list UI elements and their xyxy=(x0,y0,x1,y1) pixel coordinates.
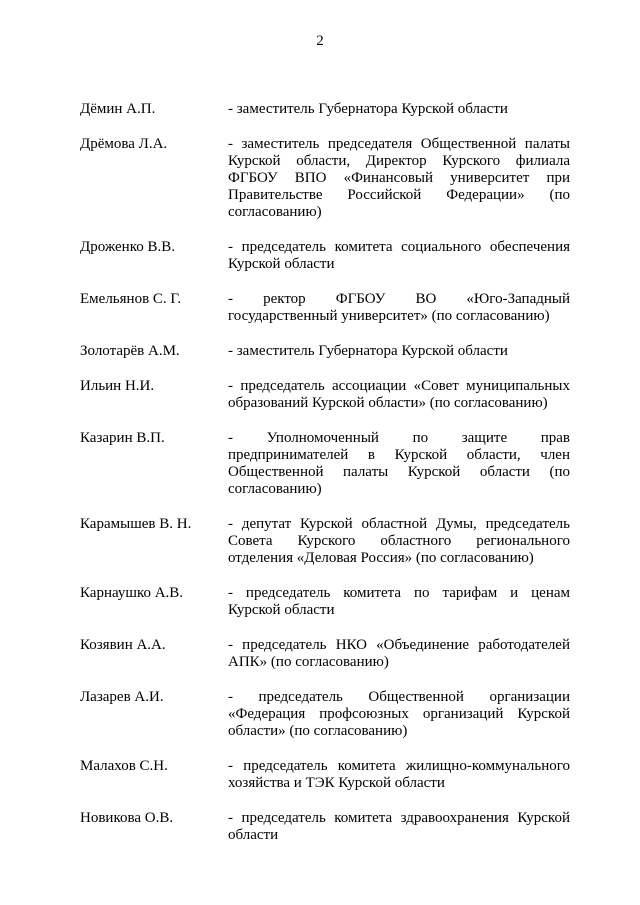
member-name: Дёмин А.П. xyxy=(80,101,156,117)
list-item xyxy=(0,516,640,567)
member-name: Ильин Н.И. xyxy=(80,378,155,394)
list-item xyxy=(0,689,640,740)
member-name: Дроженко В.В. xyxy=(80,239,175,255)
list-item xyxy=(0,101,640,118)
list-item xyxy=(0,378,640,412)
list-item xyxy=(0,585,640,619)
member-role: - депутат Курской областной Думы, председатель Совета Курского областного регионального отделения «Деловая Россия» (по согласованию) xyxy=(228,516,570,566)
member-name: Карамышев В. Н. xyxy=(80,516,192,532)
member-name: Новикова О.В. xyxy=(80,810,174,826)
member-role: - председатель ассоциации «Совет муниципальных образований Курской области» (по согласованию) xyxy=(228,378,570,411)
member-name: Дрёмова Л.А. xyxy=(80,136,168,152)
member-name: Карнаушко А.В. xyxy=(80,585,184,601)
member-name: Малахов С.Н. xyxy=(80,758,168,774)
list-item xyxy=(0,758,640,792)
member-name: Лазарев А.И. xyxy=(80,689,164,705)
list-item xyxy=(0,343,640,360)
page-number: 2 xyxy=(316,33,324,49)
member-role: - председатель комитета жилищно-коммунального хозяйства и ТЭК Курской области xyxy=(228,758,570,791)
member-role: - председатель НКО «Объединение работодателей АПК» (по согласованию) xyxy=(228,637,570,670)
list-item xyxy=(0,810,640,844)
list-item xyxy=(0,136,640,221)
list-item xyxy=(0,637,640,671)
member-role: - председатель Общественной организации «Федерация профсоюзных организаций Курской области» (по согласованию) xyxy=(228,689,570,739)
member-role: - заместитель председателя Общественной палаты Курской области, Директор Курского филиала ФГБОУ ВПО «Финансовый университет при Правительстве Российской Федерации» (по согласованию) xyxy=(228,136,570,220)
member-role: - председатель комитета социального обеспечения Курской области xyxy=(228,239,570,272)
list-item xyxy=(0,430,640,498)
list-item xyxy=(0,291,640,325)
member-role: - заместитель Губернатора Курской области xyxy=(228,343,508,359)
member-name: Емельянов С. Г. xyxy=(80,291,182,307)
member-role: - председатель комитета здравоохранения Курской области xyxy=(228,810,570,843)
member-role: - заместитель Губернатора Курской области xyxy=(228,101,508,117)
list-item xyxy=(0,239,640,273)
member-name: Золотарёв А.М. xyxy=(80,343,180,359)
member-name: Козявин А.А. xyxy=(80,637,166,653)
member-name: Казарин В.П. xyxy=(80,430,165,446)
members-list xyxy=(0,101,640,862)
member-role: - ректор ФГБОУ ВО «Юго-Западный государственный университет» (по согласованию) xyxy=(228,291,570,324)
member-role: - Уполномоченный по защите прав предпринимателей в Курской области, член Общественной палаты Курской области (по согласованию) xyxy=(228,430,570,497)
member-role: - председатель комитета по тарифам и ценам Курской области xyxy=(228,585,570,618)
